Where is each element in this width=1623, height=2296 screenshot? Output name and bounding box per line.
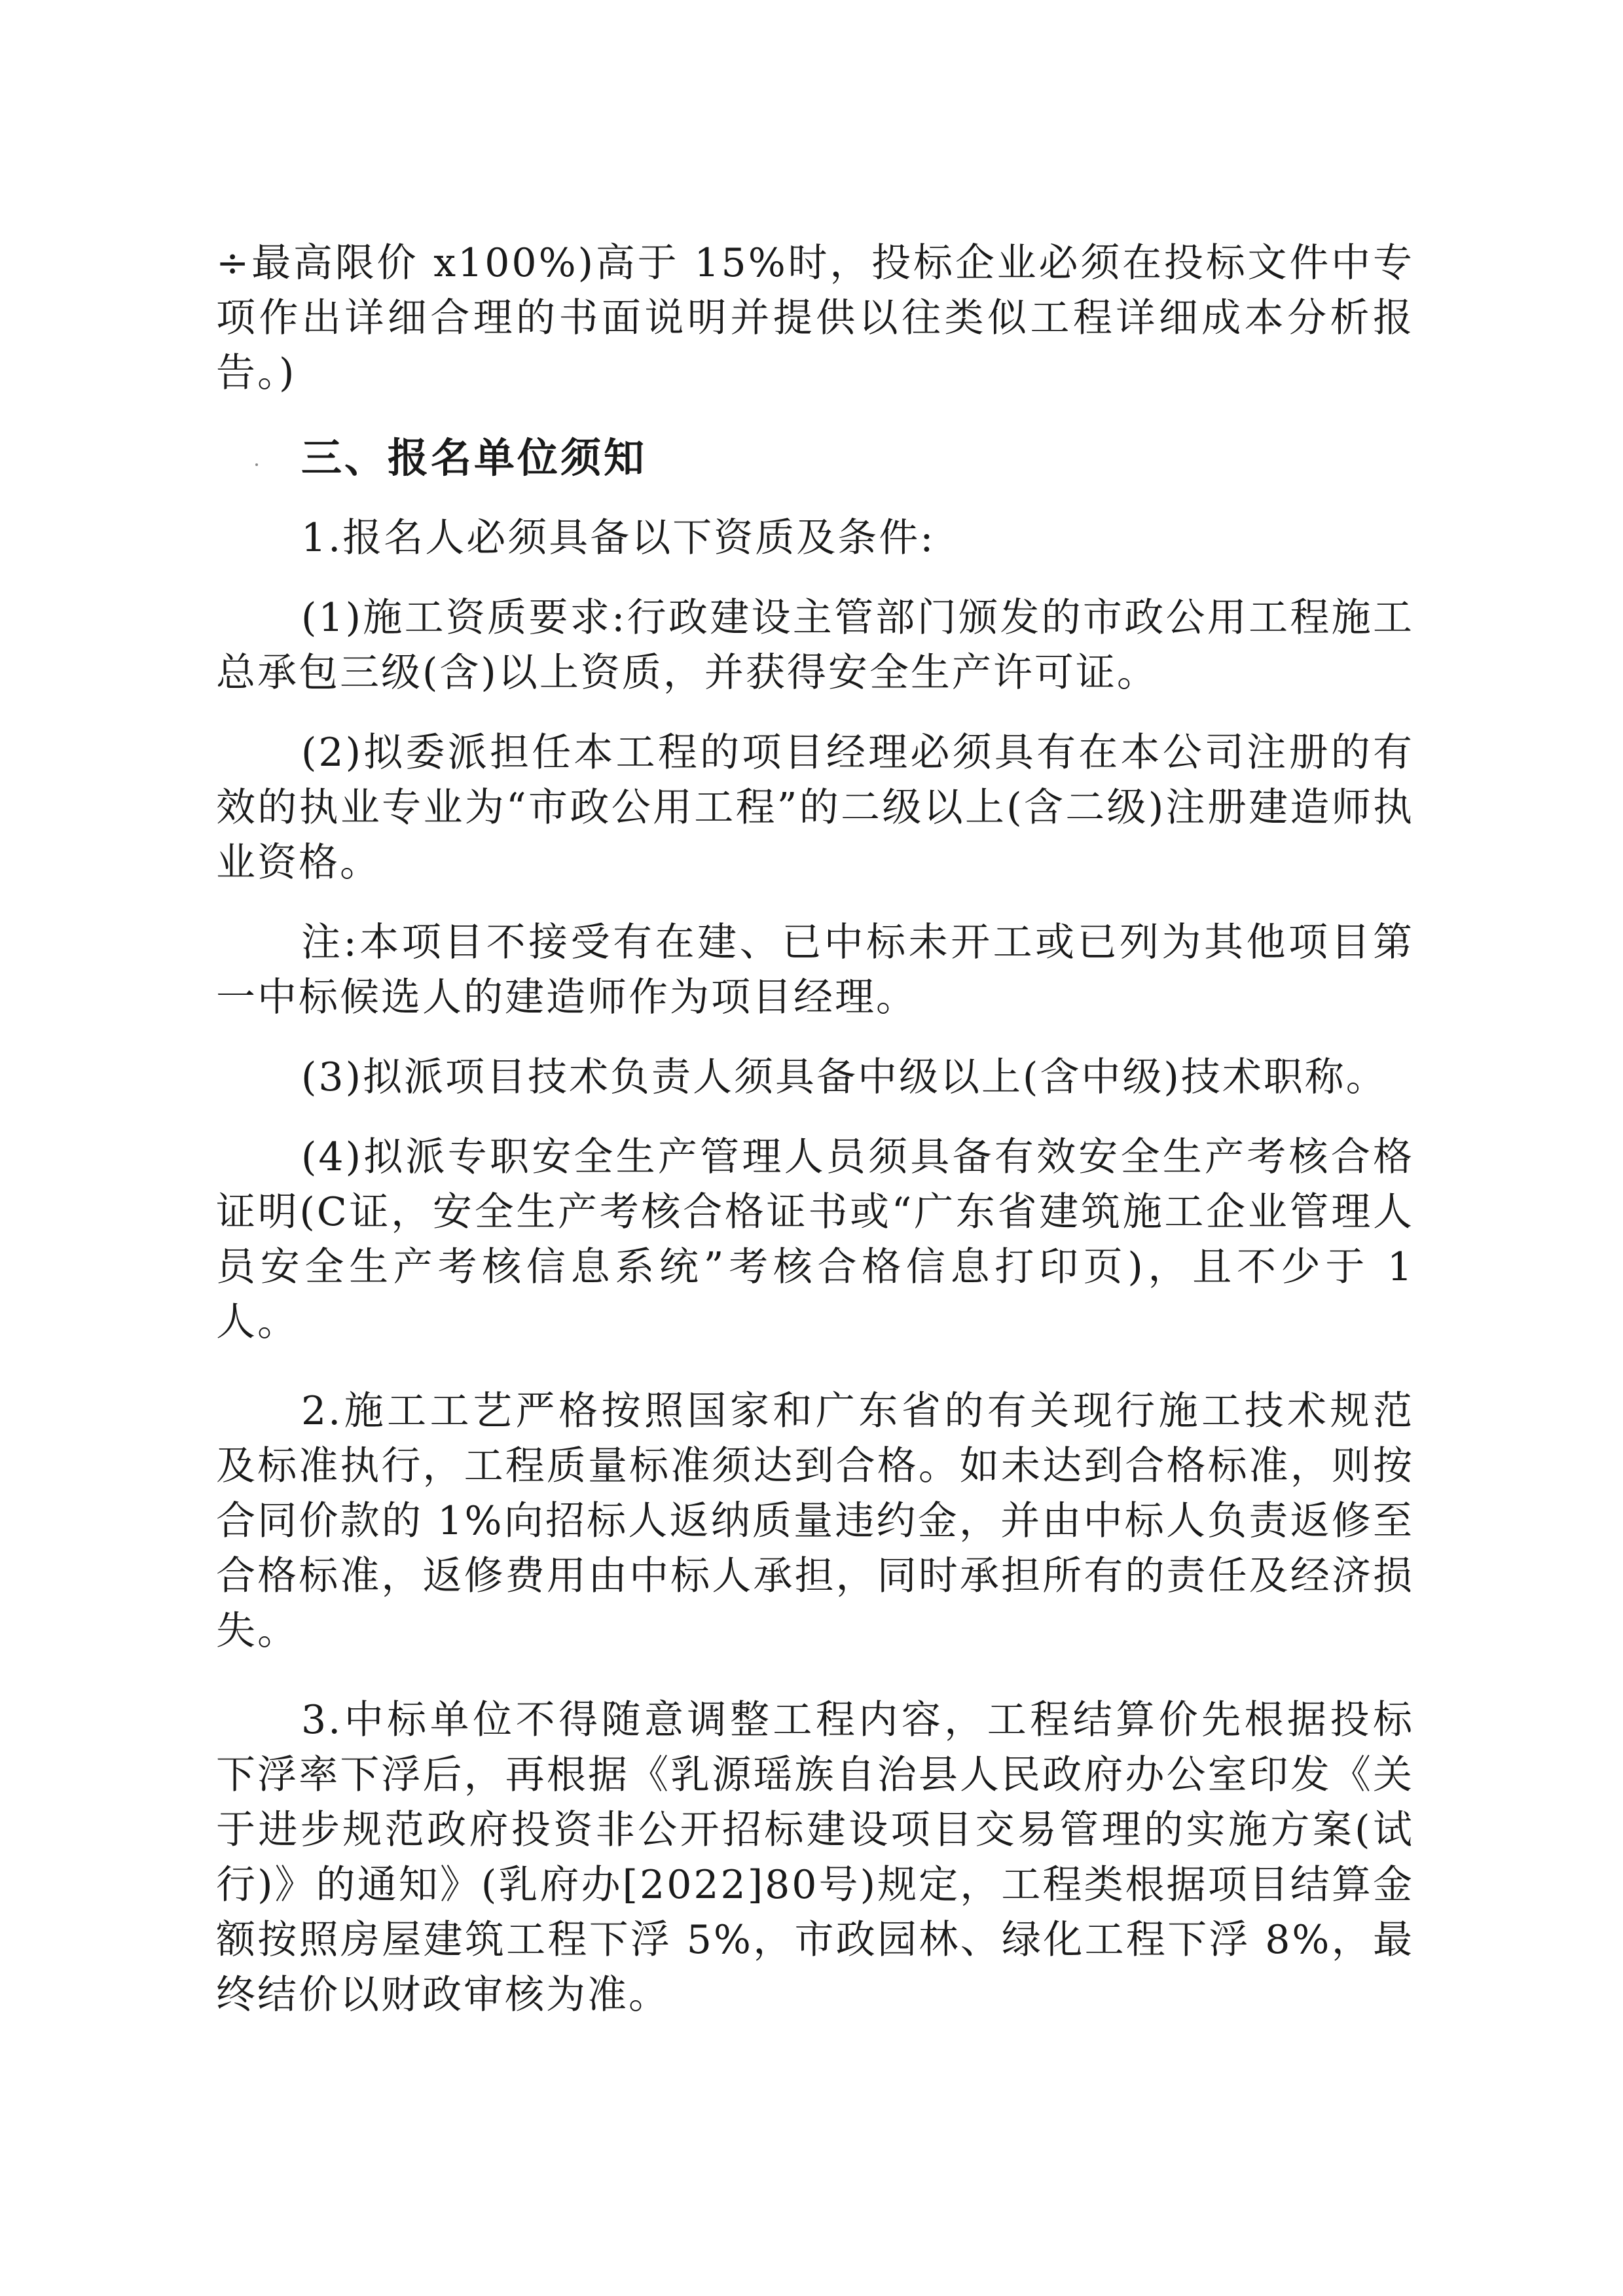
section-heading: 三、报名单位须知: [301, 434, 647, 482]
paragraph-continuation: ÷最高限价 x100%)高于 15%时，投标企业必须在投标文件中专项作出详细合理的书面说明并提供以往类似工程详细成本分析报告。): [216, 240, 1414, 396]
paragraph-qualification: (1)施工资质要求:行政建设主管部门颁发的市政公用工程施工总承包三级(含)以上资质，并获得安全生产许可证。: [216, 595, 1414, 696]
paragraph-note: 注:本项目不接受有在建、已中标未开工或已列为其他项目第一中标候选人的建造师作为项目经理。: [216, 920, 1414, 1020]
paragraph-requirements-intro: 1.报名人必须具备以下资质及条件:: [301, 515, 936, 561]
paragraph-technical-lead: (3)拟派项目技术负责人须具备中级以上(含中级)技术职称。: [301, 1054, 1387, 1100]
paragraph-safety-staff: (4)拟派专职安全生产管理人员须具备有效安全生产考核合格证明(C证，安全生产考核合格证书或“广东省建筑施工企业管理人员安全生产考核信息系统”考核合格信息打印页)，且不少于 1 人。: [216, 1134, 1414, 1345]
document-body: [216, 236, 1414, 2022]
paragraph-construction-quality: 2.施工工艺严格按照国家和广东省的有关现行施工技术规范及标准执行，工程质量标准须达到合格。如未达到合格标准，则按合同价款的 1%向招标人返纳质量违约金，并由中标人负责返修至合格标准，返修费用由中标人承担，同时承担所有的责任及经济损失。: [216, 1388, 1414, 1654]
paragraph-project-manager: (2)拟委派担任本工程的项目经理必须具有在本公司注册的有效的执业专业为“市政公用工程”的二级以上(含二级)注册建造师执业资格。: [216, 730, 1414, 886]
paragraph-settlement: 3.中标单位不得随意调整工程内容，工程结算价先根据投标下浮率下浮后，再根据《乳源瑶族自治县人民政府办公室印发《关于进步规范政府投资非公开招标建设项目交易管理的实施方案(试行)》的通知》(乳府办[2022]80号)规定，工程类根据项目结算金额按照房屋建筑工程下浮 5%，市政园林、绿化工程下浮 8%，最终结价以财政审核为准。: [216, 1697, 1414, 2018]
